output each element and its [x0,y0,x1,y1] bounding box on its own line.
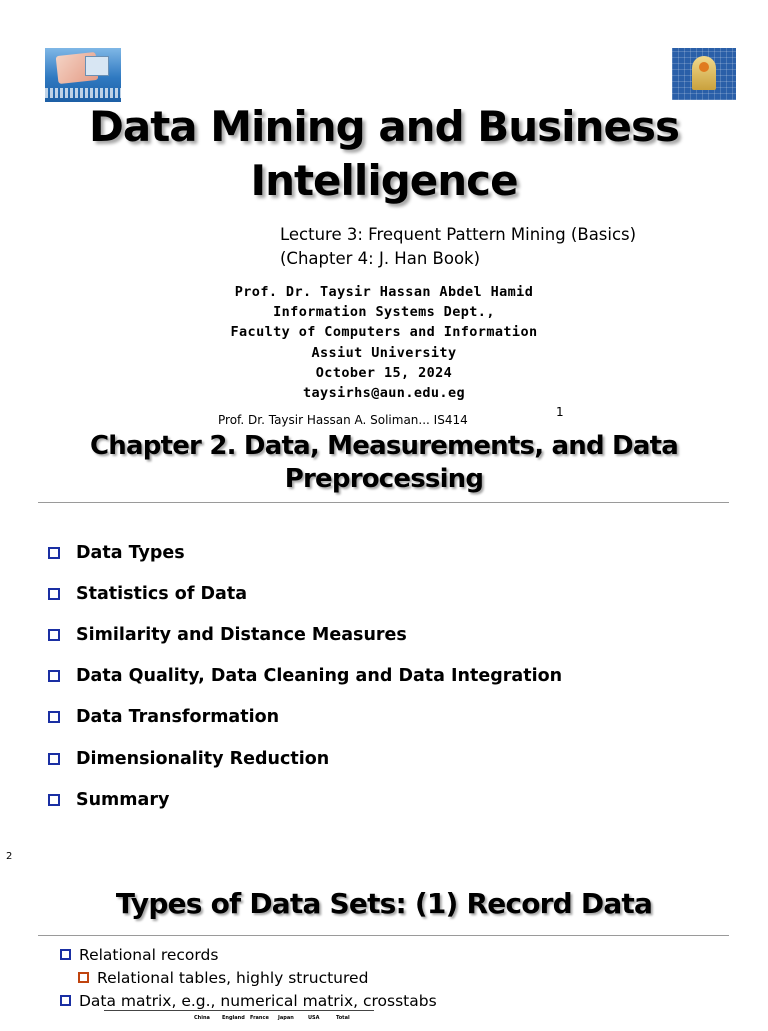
author-email: taysirhs@aun.edu.eg [302,385,466,402]
subtitle-line: Lecture 3: Frequent Pattern Mining (Basics) [280,225,637,244]
page-number: 2 [6,851,13,862]
record-data-list [60,943,437,1012]
table-header: USA [308,1015,320,1021]
checkbox-bullet-icon [60,995,71,1006]
section-title: Types of Data Sets: (1) Record Data [115,887,653,920]
slide-footer: Prof. Dr. Taysir Hassan A. Soliman... IS414 [218,413,468,427]
chapter-outline [48,532,562,820]
list-item: Data Quality, Data Cleaning and Data Integration [48,656,562,697]
table-header: England [222,1015,245,1021]
checkbox-bullet-icon [48,753,60,765]
chapter-title: Chapter 2. Data, Measurements, and Data Preprocessing [90,431,678,494]
author-name: Prof. Dr. Taysir Hassan Abdel Hamid [234,284,534,300]
list-item: Data matrix, e.g., numerical matrix, crosstabs [60,989,437,1012]
checkbox-bullet-icon [48,547,60,559]
lecture-subtitle [280,223,636,271]
author-faculty: Faculty of Computers and Information [230,324,538,341]
checkbox-bullet-icon [78,972,89,983]
author-university: Assiut University [311,344,457,361]
title-divider [38,935,729,936]
list-item: Similarity and Distance Measures [48,614,562,655]
faculty-logo [45,48,121,102]
crosstab-table [104,1010,374,1031]
table-header: China [194,1015,210,1021]
list-item: Dimensionality Reduction [48,738,562,779]
lecture-date: October 15, 2024 [315,364,453,381]
checkbox-bullet-icon [48,588,60,600]
checkbox-bullet-icon [60,949,71,960]
list-item: Statistics of Data [48,573,562,614]
author-department: Information Systems Dept., [273,304,495,321]
checkbox-bullet-icon [48,670,60,682]
table-header: Japan [278,1015,294,1021]
list-item: Summary [48,779,562,820]
page-number: 1 [556,405,564,419]
author-block [0,282,768,403]
checkbox-bullet-icon [48,629,60,641]
list-item: Relational tables, highly structured [60,966,437,989]
title-divider [38,502,729,503]
table-header: Total [336,1015,350,1021]
list-item: Data Transformation [48,697,562,738]
list-item: Relational records [60,943,437,966]
checkbox-bullet-icon [48,794,60,806]
checkbox-bullet-icon [48,711,60,723]
slide-title: Data Mining and Business Intelligence [89,102,679,205]
list-item: Data Types [48,532,562,573]
university-logo [672,48,736,100]
table-header: France [250,1015,269,1021]
subtitle-line: (Chapter 4: J. Han Book) [280,249,481,268]
